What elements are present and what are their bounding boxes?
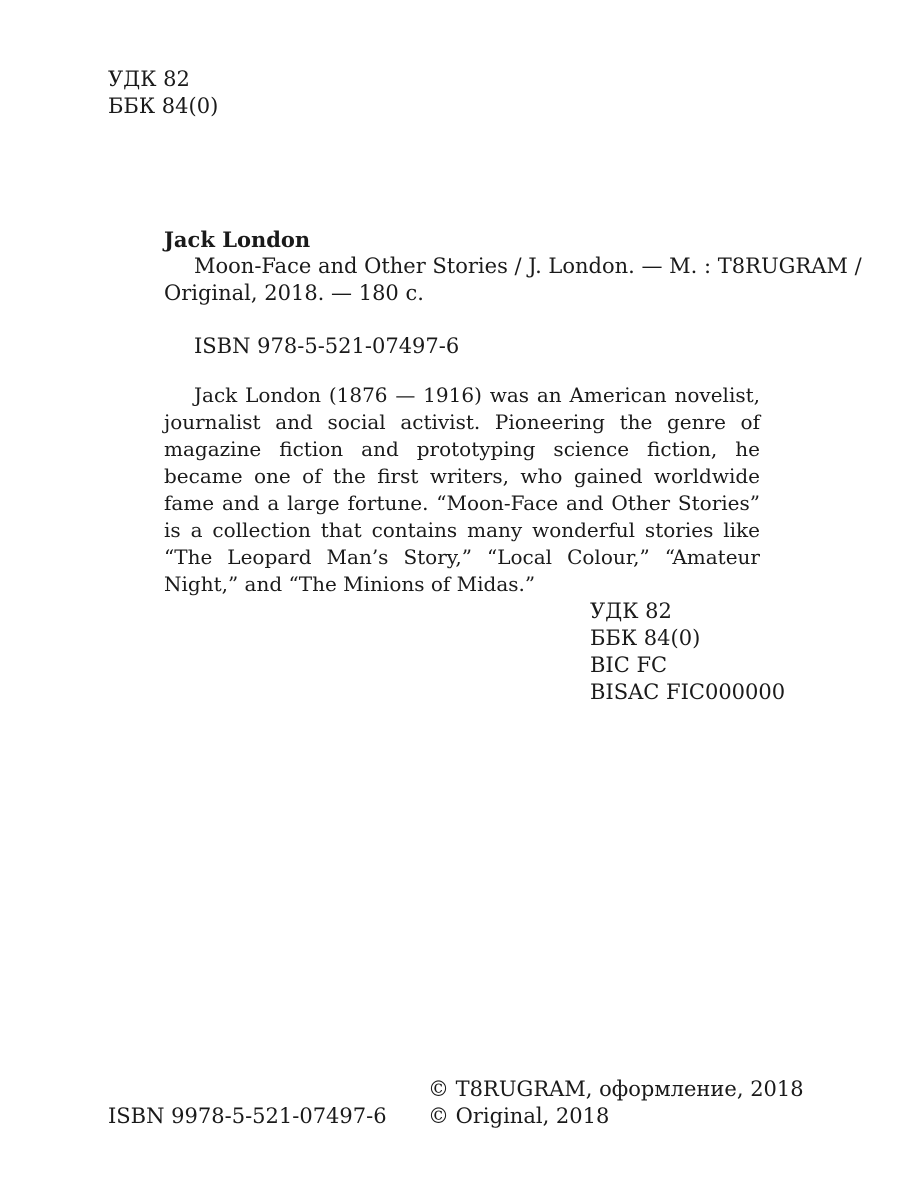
author-name: Jack London bbox=[164, 227, 311, 252]
footer-isbn: ISBN 9978-5-521-07497-6 bbox=[108, 1104, 387, 1128]
top-udk-code: УДК 82 bbox=[108, 67, 190, 91]
bic-code: BIC FC bbox=[590, 653, 668, 677]
bbk-code: ББК 84(0) bbox=[590, 626, 701, 650]
isbn-record: ISBN 978-5-521-07497-6 bbox=[194, 334, 460, 358]
bibliographic-line-1: Moon-Face and Other Stories / J. London. — M. : T8RUGRAM / bbox=[194, 254, 862, 278]
book-abstract: Jack London (1876 — 1916) was an American novelist, journalist and social activist. Pioneering the genre of magazine fiction and prototyping science fiction, he became one of the first writers, who gained worldwide fame and a large fortune. “Moon-Face and Other Stories” is a collection that contains many wonderful stories like “The Leopard Man’s Story,” “Local Colour,” “Amateur Night,” and “The Minions of Midas.” bbox=[164, 383, 760, 596]
bibliographic-line-2: Original, 2018. — 180 c. bbox=[164, 281, 424, 305]
copyright-original: © Original, 2018 bbox=[428, 1104, 610, 1128]
copyright-publisher: © T8RUGRAM, оформление, 2018 bbox=[428, 1077, 804, 1101]
top-bbk-code: ББК 84(0) bbox=[108, 94, 219, 118]
udk-code: УДК 82 bbox=[590, 599, 672, 623]
top-classification-codes bbox=[108, 66, 218, 120]
classification-codes bbox=[590, 598, 785, 706]
copyright-notices bbox=[428, 1076, 804, 1130]
bisac-code: BISAC FIC000000 bbox=[590, 680, 786, 704]
